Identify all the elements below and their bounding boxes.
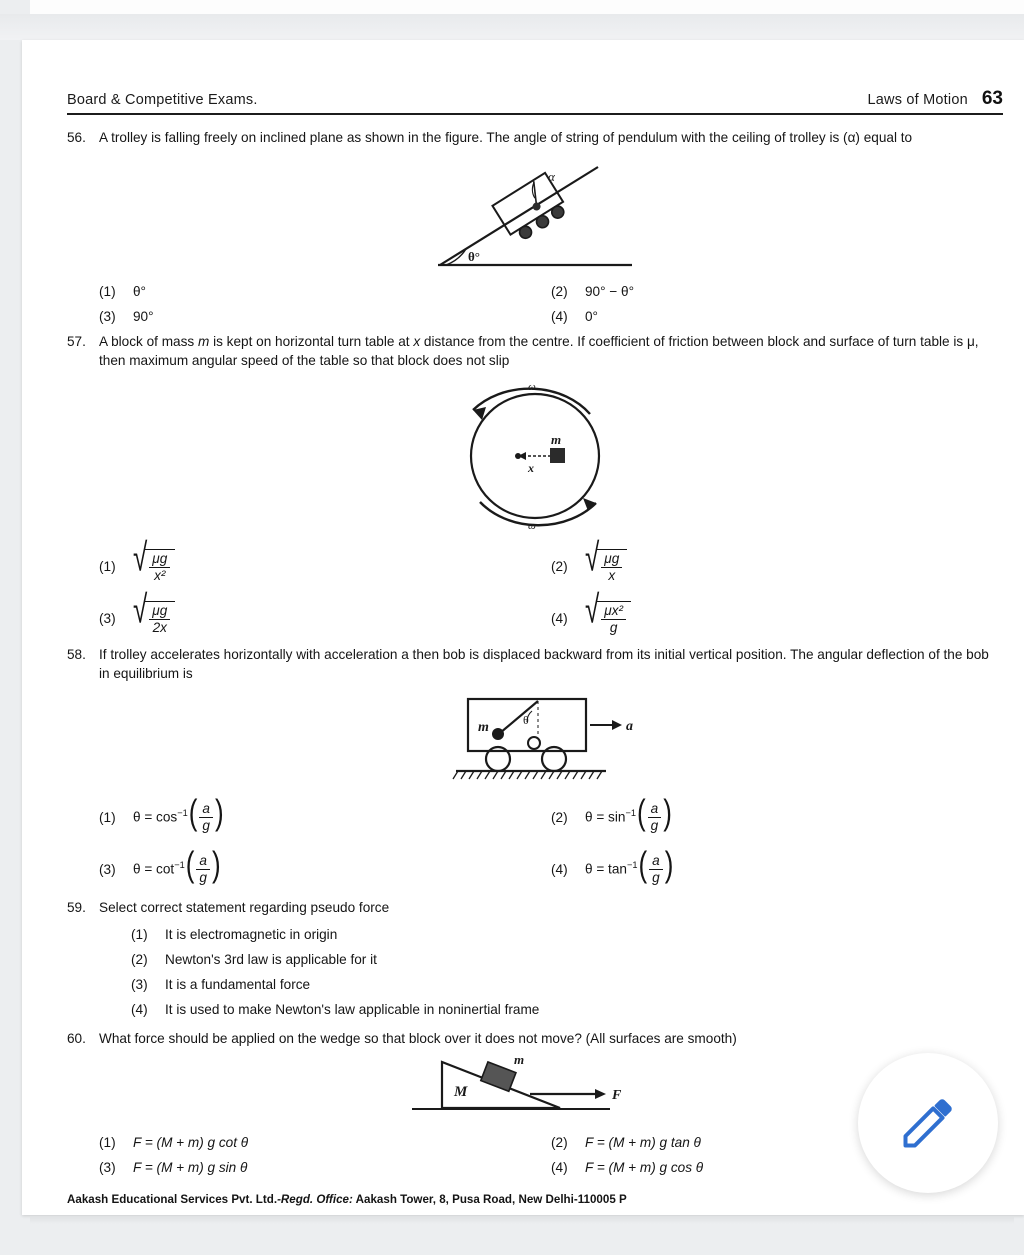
option-58-2-den: g [650, 817, 659, 833]
option-58-3-expr: $\theta = \cot^{-1}$( $\frac{a}{g}$ ) [133, 843, 221, 885]
option-60-2-text: F = (M + m) g tan θ [585, 1135, 701, 1151]
option-59-2-label: (2) [131, 951, 148, 967]
option-58-3-num: a [199, 852, 207, 868]
question-60-text: What force should be applied on the wedge so that block over it does not move? (All surfaces are smooth) [99, 1030, 737, 1046]
header-book-title: Board & Competitive Exams. [67, 92, 258, 108]
option-58-2[interactable] [551, 791, 1003, 843]
option-58-3-fn: θ = cot [133, 861, 175, 877]
option-60-4-label: (4) [551, 1160, 568, 1176]
question-57 [67, 333, 1003, 644]
footer-address: Aakash Tower, 8, Pusa Road, New Delhi-110005 P [352, 1193, 627, 1207]
figure-label-mass: m [478, 720, 489, 736]
option-57-4-num: μx² [604, 603, 624, 619]
question-56-options [67, 279, 1003, 329]
option-57-2-num: μg [604, 551, 620, 567]
footer-regd-office: -Regd. Office: [277, 1193, 353, 1207]
option-56-1[interactable] [99, 279, 551, 304]
next-page-edge [30, 1216, 1014, 1224]
option-57-4[interactable] [551, 586, 1003, 644]
option-58-3-label: (3) [99, 861, 116, 877]
option-56-2-label: (2) [551, 284, 568, 300]
option-58-4-fn: θ = tan [585, 861, 627, 877]
option-58-4-exp: −1 [626, 859, 638, 870]
option-59-3-text: It is a fundamental force [165, 976, 311, 992]
option-58-1-label: (1) [99, 809, 116, 825]
option-57-1[interactable] [99, 534, 551, 592]
option-56-2-text: 90° − θ° [585, 284, 635, 300]
option-57-3[interactable] [99, 586, 551, 644]
option-58-2-label: (2) [551, 809, 568, 825]
option-57-3-expr: √ $\frac{\mu g}{2x}$ [133, 601, 551, 636]
edit-fab-button[interactable] [858, 1053, 998, 1193]
option-56-3-label: (3) [99, 309, 116, 325]
question-56-head [67, 129, 1003, 147]
q57-mass-symbol: m [197, 334, 210, 350]
option-57-4-label: (4) [551, 610, 568, 626]
figure-label-block-m: m [514, 1052, 525, 1068]
option-57-2-expr: √ $\frac{\mu g}{x}$ [585, 549, 1003, 584]
question-59-text: Select correct statement regarding pseudo force [99, 900, 390, 916]
option-58-3[interactable] [99, 843, 551, 895]
option-58-1-expr: $\theta = \cos^{-1}$( $\frac{a}{g}$ ) [133, 791, 224, 833]
previous-page-edge [30, 0, 1024, 15]
option-58-1-exp: −1 [177, 807, 188, 818]
option-58-2-fn: θ = sin [585, 809, 626, 825]
option-58-1-fn: θ = cos [133, 809, 178, 825]
page-content [67, 88, 1003, 1206]
question-57-text [99, 333, 1003, 370]
figure-label-mass-m: m [551, 432, 562, 448]
option-59-3-label: (3) [131, 976, 148, 992]
option-56-1-text: θ° [133, 284, 146, 300]
question-59-number: 59. [67, 900, 86, 916]
document-page[interactable] [22, 40, 1024, 1215]
figure-turn-table [67, 374, 1003, 534]
option-58-3-den: g [199, 869, 207, 885]
figure-label-wedge-M: M [454, 1084, 468, 1101]
option-59-3[interactable] [131, 972, 1003, 997]
option-57-3-den: 2x [152, 620, 167, 636]
option-59-4[interactable] [131, 997, 1003, 1022]
option-57-4-den: g [609, 620, 618, 636]
question-57-head [67, 333, 1003, 370]
option-60-3[interactable] [99, 1155, 551, 1180]
option-58-4-num: a [652, 852, 660, 868]
header-chapter-title: Laws of Motion [867, 92, 968, 108]
option-59-1-text: It is electromagnetic in origin [165, 926, 338, 942]
option-57-3-label: (3) [99, 610, 116, 626]
option-57-1-den: x² [154, 568, 166, 584]
question-56 [67, 129, 1003, 329]
figure-label-force-F: F [612, 1088, 622, 1104]
q57-part-3: distance from the centre. If coefficient of friction between block and surface of turn table is μ, then maximum angular speed of the table so that block does not slip [99, 334, 979, 368]
option-58-2-exp: −1 [625, 807, 636, 818]
page-footer [67, 1190, 1003, 1206]
header-right-group [868, 88, 1003, 110]
question-58-text: If trolley accelerates horizontally with acceleration a then bob is displaced backward from its initial vertical position. The angular deflection of the bob in equilibrium is [99, 647, 989, 681]
figure-trolley-on-incline [67, 153, 1003, 273]
option-56-1-label: (1) [99, 284, 116, 300]
option-58-1[interactable] [99, 791, 551, 843]
option-58-4-den: g [652, 869, 660, 885]
option-59-4-text: It is used to make Newton's law applicable in noninertial frame [165, 1001, 540, 1017]
question-59-options [67, 922, 1003, 1022]
figure-label-theta: θ [523, 713, 529, 728]
option-60-3-label: (3) [99, 1160, 116, 1176]
option-57-1-expr: √ $\frac{\mu g}{\text{x²}}$ [133, 549, 551, 584]
q57-part-1: A block of mass [99, 334, 198, 350]
option-57-1-label: (1) [99, 558, 116, 574]
option-56-4-label: (4) [551, 309, 568, 325]
option-56-4-text: 0° [585, 309, 598, 325]
option-58-1-den: g [202, 817, 210, 833]
option-60-1-label: (1) [99, 1135, 116, 1151]
option-60-4-text: F = (M + m) g cos θ [585, 1160, 704, 1176]
option-58-1-num: a [202, 800, 210, 816]
q57-part-2: is kept on horizontal turn table at [209, 334, 414, 350]
option-58-2-num: a [650, 800, 659, 816]
question-60-head [67, 1030, 1003, 1048]
question-57-options [67, 534, 1003, 644]
q57-distance-symbol: x [413, 334, 421, 350]
figure-label-acceleration: a [626, 719, 633, 735]
option-58-2-expr: $\theta = \sin^{-1}$( $\frac{a}{g}$ ) [585, 791, 672, 833]
option-58-3-exp: −1 [174, 859, 185, 870]
option-60-2-label: (2) [551, 1135, 568, 1151]
question-56-text: A trolley is falling freely on inclined plane as shown in the figure. The angle of string of pendulum with the ceiling of trolley is (α) equal to [99, 130, 913, 145]
option-60-3-text: F = (M + m) g sin θ [133, 1160, 248, 1176]
question-58-options [67, 791, 1003, 895]
option-57-3-num: μg [152, 603, 168, 619]
figure-trolley-pendulum [67, 689, 1003, 785]
page-header [67, 88, 1003, 115]
question-58-number: 58. [67, 647, 86, 663]
option-56-3-text: 90° [133, 309, 154, 325]
page-number: 63 [981, 88, 1003, 109]
option-59-4-label: (4) [131, 1001, 148, 1017]
option-58-4-expr: $\theta = \tan^{-1}$( $\frac{a}{g}$ ) [585, 843, 674, 885]
figure-label-omega-bottom: ω [528, 520, 536, 533]
option-60-1-text: F = (M + m) g cot θ [133, 1135, 249, 1151]
option-56-3[interactable] [99, 304, 551, 329]
option-58-4[interactable] [551, 843, 1003, 895]
option-57-2[interactable] [551, 534, 1003, 592]
question-60-number: 60. [67, 1030, 86, 1046]
question-59 [67, 899, 1003, 1021]
question-59-head [67, 899, 1003, 917]
option-56-2[interactable] [551, 279, 1003, 304]
question-58 [67, 646, 1003, 895]
figure-label-alpha: α [548, 169, 555, 185]
option-57-2-label: (2) [551, 558, 568, 574]
option-57-4-expr: √ $\frac{\text{μx²}}{g}$ [585, 601, 1003, 636]
pencil-edit-icon [898, 1093, 958, 1153]
figure-label-distance-x: x [528, 461, 534, 476]
option-56-4[interactable] [551, 304, 1003, 329]
figure-label-omega-top: ω [528, 381, 536, 394]
option-57-2-den: x [608, 568, 616, 584]
svg-text:θ°: θ° [468, 249, 480, 265]
question-56-number: 56. [67, 130, 86, 145]
option-59-1[interactable] [131, 922, 1003, 947]
option-57-1-num: μg [152, 551, 168, 567]
question-58-head [67, 646, 1003, 683]
option-60-1[interactable] [99, 1130, 551, 1155]
page-gap [0, 14, 1024, 40]
option-59-2-text: Newton's 3rd law is applicable for it [165, 951, 377, 967]
footer-company: Aakash Educational Services Pvt. Ltd. [67, 1193, 278, 1207]
option-59-1-label: (1) [131, 926, 148, 942]
question-57-number: 57. [67, 334, 86, 350]
option-59-2[interactable] [131, 947, 1003, 972]
option-58-4-label: (4) [551, 861, 568, 877]
